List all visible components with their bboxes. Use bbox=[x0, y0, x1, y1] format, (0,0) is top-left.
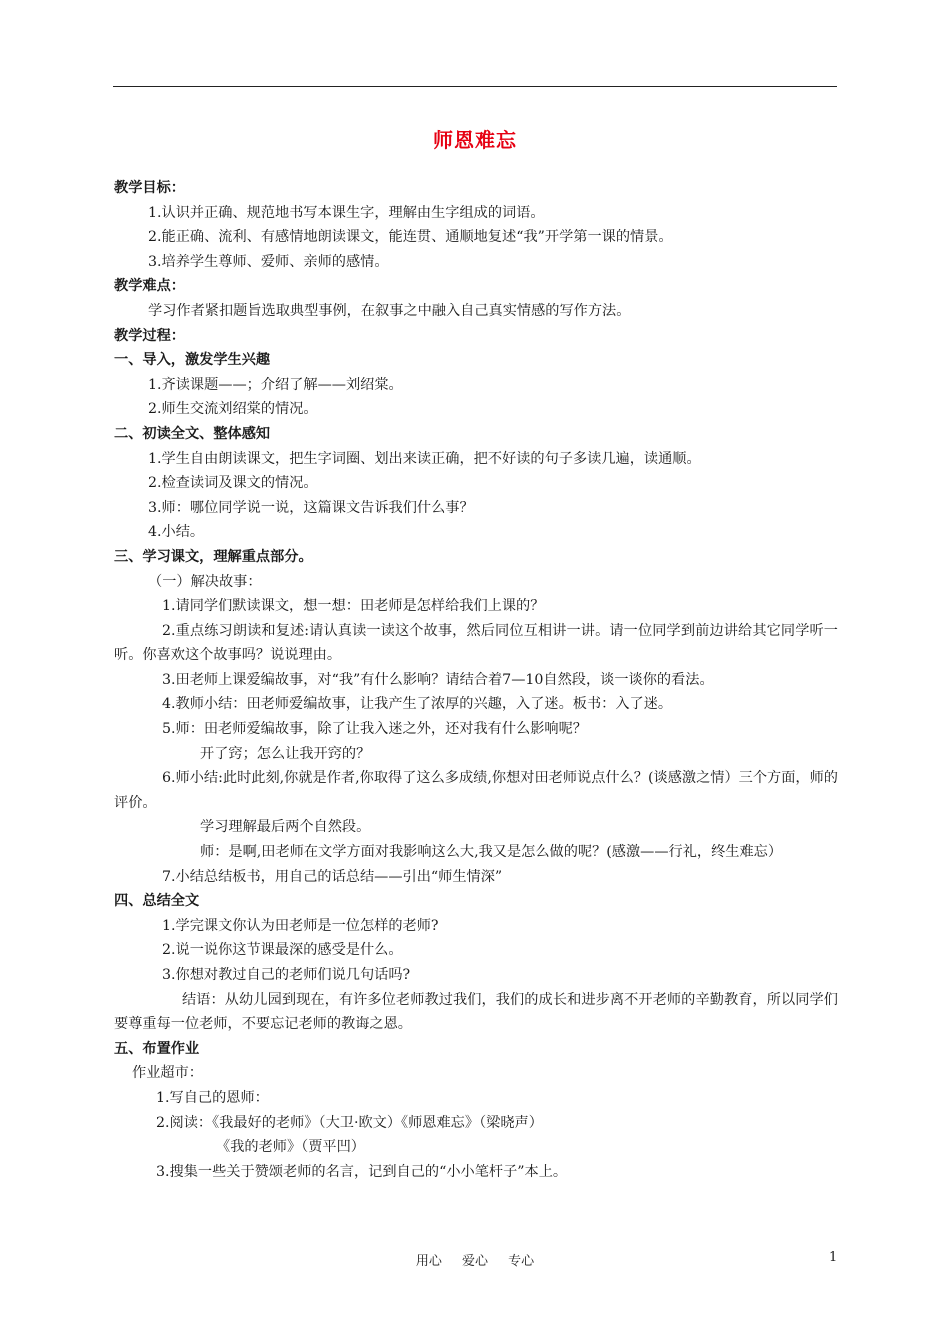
body-line: 1.齐读课题——；介绍了解——刘绍棠。 bbox=[148, 376, 403, 393]
body-line: 6.师小结:此时此刻,你就是作者,你取得了这么多成绩,你想对田老师说点什么？(谈感激之情）三个方面，师的评价。 bbox=[114, 770, 838, 811]
body-line: 5.师：田老师爱编故事，除了让我入迷之外，还对我有什么影响呢？ bbox=[162, 721, 587, 738]
section-heading: 一、导入，激发学生兴趣 bbox=[114, 352, 271, 369]
body-line: 3.田老师上课爱编故事，对“我”有什么影响？请结合着7—10自然段，谈一谈你的看法。 bbox=[162, 671, 714, 688]
body-line: 2.检查读词及课文的情况。 bbox=[148, 475, 318, 492]
body-line: （一）解决故事： bbox=[148, 573, 262, 590]
body-line: 7.小结总结板书，用自己的话总结——引出“师生情深” bbox=[162, 868, 503, 885]
section-heading: 二、初读全文、整体感知 bbox=[114, 425, 271, 442]
body-line: 4.小结。 bbox=[148, 524, 205, 541]
body-line: 《我的老师》（贾平凹） bbox=[216, 1139, 365, 1156]
section-heading: 五、布置作业 bbox=[114, 1040, 200, 1057]
section-heading: 教学过程： bbox=[114, 327, 185, 344]
body-line: 学习理解最后两个自然段。 bbox=[200, 819, 371, 836]
section-heading: 三、学习课文，理解重点部分。 bbox=[114, 548, 313, 565]
section-heading: 教学难点： bbox=[114, 278, 185, 295]
body-line: 3.你想对教过自己的老师们说几句话吗? bbox=[162, 967, 411, 983]
page-footer bbox=[0, 1250, 950, 1270]
body-line: 作业超市： bbox=[132, 1065, 203, 1082]
body-line: 2.说一说你这节课最深的感受是什么。 bbox=[162, 942, 403, 959]
body-line: 3.师：哪位同学说一说，这篇课文告诉我们什么事？ bbox=[148, 499, 474, 516]
body-line: 1.请同学们默读课文，想一想：田老师是怎样给我们上课的？ bbox=[162, 598, 545, 615]
header-rule bbox=[113, 86, 837, 87]
body-line: 4.教师小结：田老师爱编故事，让我产生了浓厚的兴趣，入了迷。板书：入了迷。 bbox=[162, 696, 673, 713]
body-line: 师：是啊,田老师在文学方面对我影响这么大,我又是怎么做的呢？(感激——行礼，终生难忘） bbox=[200, 844, 783, 861]
body-line: 开了窍；怎么让我开窍的？ bbox=[200, 745, 371, 762]
body-line: 1.认识并正确、规范地书写本课生字，理解由生字组成的词语。 bbox=[148, 204, 545, 221]
body-line: 1.写自己的恩师： bbox=[156, 1089, 269, 1106]
document-body bbox=[114, 176, 838, 1184]
document-title: 师恩难忘 bbox=[433, 128, 517, 152]
footer-motto: 用心 爱心 专心 bbox=[415, 1254, 535, 1269]
page-number: 1 bbox=[829, 1250, 838, 1265]
section-heading: 四、总结全文 bbox=[114, 893, 200, 910]
body-line: 2.能正确、流利、有感情地朗读课文，能连贯、通顺地复述“我”开学第一课的情景。 bbox=[148, 229, 673, 246]
body-line: 1.学完课文你认为田老师是一位怎样的老师? bbox=[162, 917, 439, 934]
body-line: 学习作者紧扣题旨选取典型事例，在叙事之中融入自己真实情感的写作方法。 bbox=[148, 302, 631, 319]
body-line: 3.培养学生尊师、爱师、亲师的感情。 bbox=[148, 253, 389, 270]
body-line: 2.师生交流刘绍棠的情况。 bbox=[148, 401, 318, 418]
body-line: 1.学生自由朗读课文，把生字词圈、划出来读正确，把不好读的句子多读几遍，读通顺。 bbox=[148, 450, 701, 467]
body-line: 3.搜集一些关于赞颂老师的名言，记到自己的“小小笔杆子”本上。 bbox=[156, 1163, 568, 1180]
section-heading: 教学目标： bbox=[114, 180, 185, 196]
body-line: 结语：从幼儿园到现在，有许多位老师教过我们，我们的成长和进步离不开老师的辛勤教育，所以同学们要尊重每一位老师，不要忘记老师的教诲之恩。 bbox=[114, 991, 838, 1033]
body-line: 2.阅读：《我最好的老师》（大卫·欧文）《师恩难忘》（梁晓声） bbox=[156, 1114, 543, 1131]
body-line: 2.重点练习朗读和复述:请认真读一读这个故事，然后同位互相讲一讲。请一位同学到前边讲给其它同学听一听。你喜欢这个故事吗？说说理由。 bbox=[114, 622, 838, 664]
